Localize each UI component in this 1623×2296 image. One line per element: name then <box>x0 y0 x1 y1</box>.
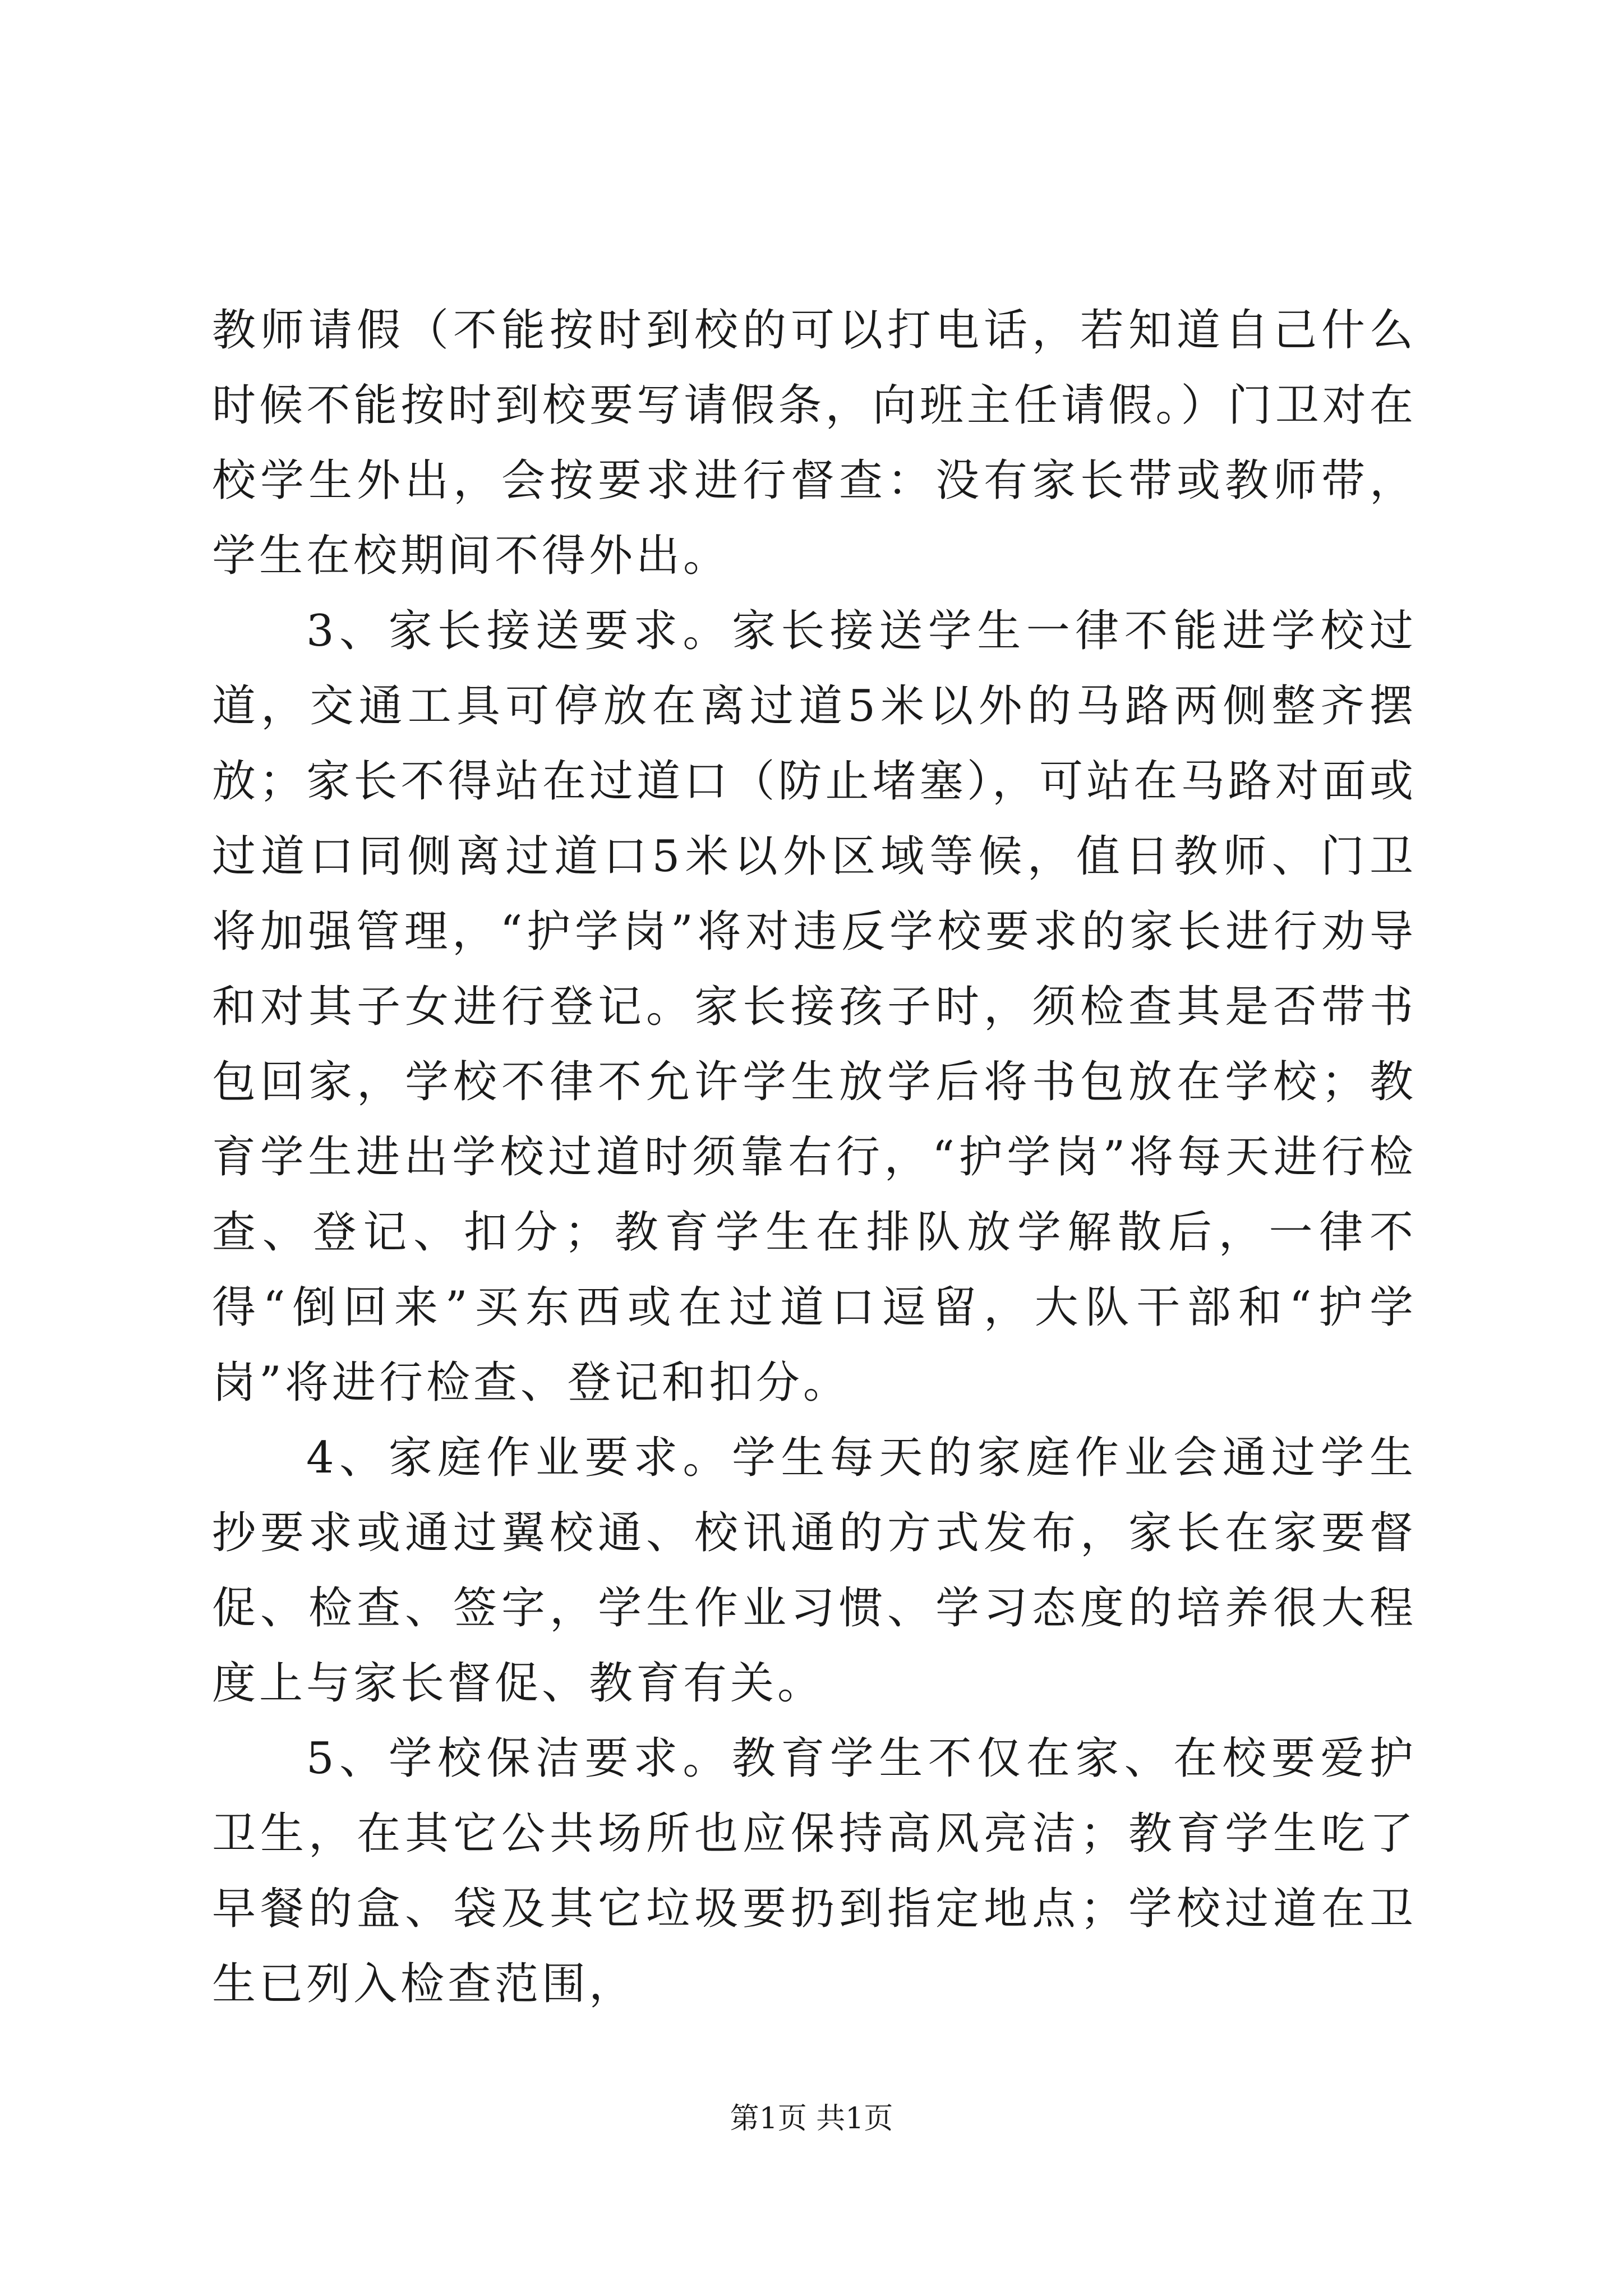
paragraph-pickup-requirements: 3、家长接送要求。家长接送学生一律不能进学校过道，交通工具可停放在离过道5米以外的马路两侧整齐摆放；家长不得站在过道口（防止堵塞），可站在马路对面或过道口同侧离过道口5米以外区域等候，值日教师、门卫将加强管理，“护学岗”将对违反学校要求的家长进行劝导和对其子女进行登记。家长接孩子时，须检查其是否带书包回家，学校不律不允许学生放学后将书包放在学校；教育学生进出学校过道时须靠右行，“护学岗”将每天进行检查、登记、扣分；教育学生在排队放学解散后，一律不得“倒回来”买东西或在过道口逗留，大队干部和“护学岗”将进行检查、登记和扣分。 <box>212 606 1417 1408</box>
document-body <box>212 293 1417 2022</box>
paragraph-cleaning-requirements: 5、学校保洁要求。教育学生不仅在家、在校要爱护卫生，在其它公共场所也应保持高风亮洁；教育学生吃了早餐的盒、袋及其它垃圾要扔到指定地点；学校过道在卫生已列入检查范围， <box>212 1733 1417 2009</box>
paragraph-continuation: 教师请假（不能按时到校的可以打电话，若知道自己什么时候不能按时到校要写请假条，向班主任请假。）门卫对在校学生外出，会按要求进行督查：没有家长带或教师带，学生在校期间不得外出。 <box>212 305 1417 581</box>
page-footer: 第1页 共1页 <box>730 2102 893 2136</box>
paragraph-homework-requirements: 4、家庭作业要求。学生每天的家庭作业会通过学生抄要求或通过翼校通、校讯通的方式发布，家长在家要督促、检查、签字，学生作业习惯、学习态度的培养很大程度上与家长督促、教育有关。 <box>212 1433 1417 1709</box>
